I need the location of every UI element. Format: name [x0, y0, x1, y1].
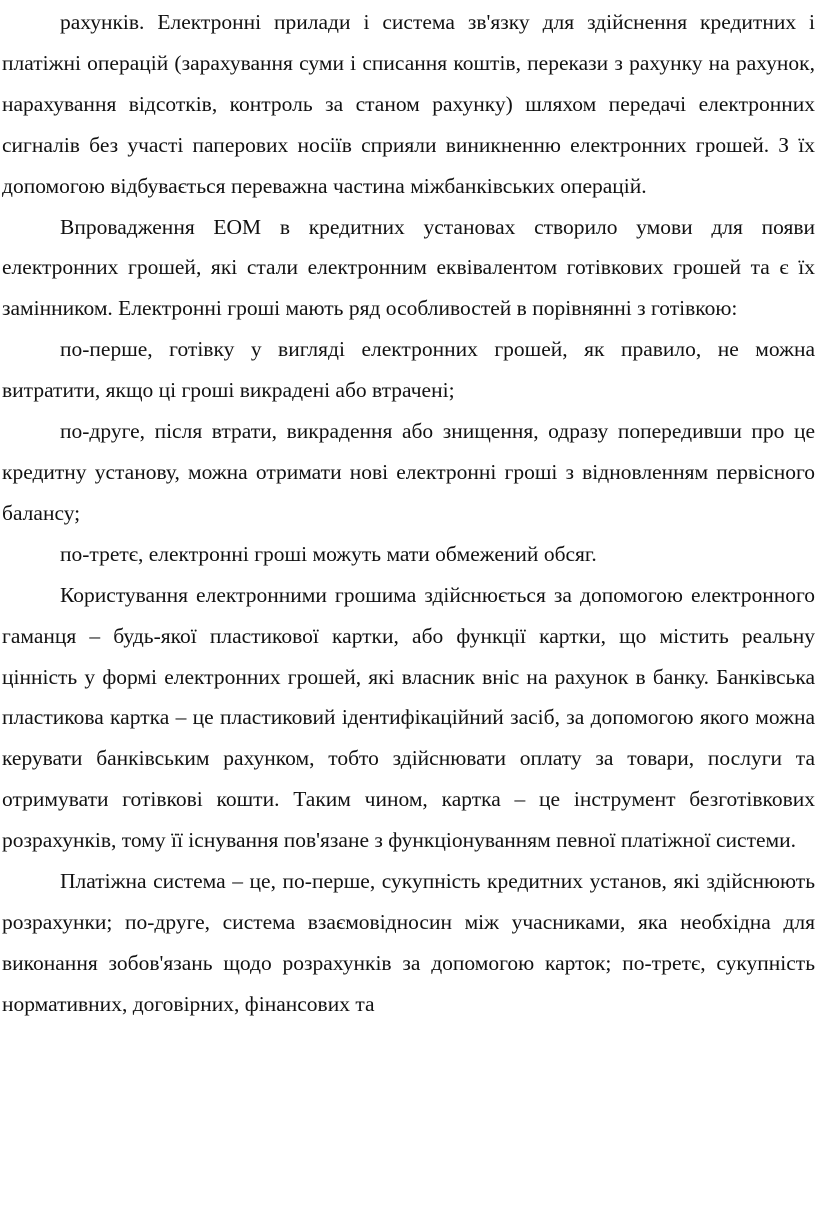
- paragraph-feature-third: по-третє, електронні гроші можуть мати обмежений обсяг.: [60, 541, 597, 566]
- paragraph-feature-second: по-друге, після втрати, викрадення або знищення, одразу попередивши про це кредитну установу, можна отримати нові електронні гроші з відновленням первісного балансу;: [2, 419, 815, 525]
- paragraph-computer-introduction: Впровадження ЕОМ в кредитних установах створило умови для появи електронних грошей, які стали електронним еквівалентом готівкових грошей та є їх замінником. Електронні гроші мають ряд особливостей в порівнянні з готівкою:: [2, 214, 815, 321]
- paragraph-continuation: рахунків. Електронні прилади і система зв'язку для здійснення кредитних і платіжні операцій (зарахування суми і списання коштів, перекази з рахунку на рахунок, нарахування відсотків, контроль за станом рахунку) шляхом передачі електронних сигналів без участі паперових носіїв сприяли виникненню електронних грошей. З їх допомогою відбувається переважна частина міжбанківських операцій.: [2, 10, 815, 198]
- paragraph-payment-system: Платіжна система – це, по-перше, сукупність кредитних установ, які здійснюють розрахунки; по-друге, система взаємовідносин між учасниками, яка необхідна для виконання зобов'язань щодо розрахунків за допомогою карток; по-третє, сукупність нормативних, договірних, фінансових та: [2, 869, 815, 1016]
- paragraph-feature-first: по-перше, готівку у вигляді електронних грошей, як правило, не можна витратити, якщо ці гроші викрадені або втрачені;: [2, 337, 815, 403]
- paragraph-electronic-wallet: Користування електронними грошима здійснюється за допомогою електронного гаманця – будь-якої пластикової картки, або функції картки, що містить реальну цінність у формі електронних грошей, які власник вніс на рахунок в банку. Банківська пластикова картка – це пластиковий ідентифікаційний засіб, за допомогою якого можна керувати банківським рахунком, тобто здійснювати оплату за товари, послуги та отримувати готівкові кошти. Таким чином, картка – це інструмент безготівкових розрахунків, тому її існування пов'язане з функціонуванням певної платіжної системи.: [2, 582, 815, 853]
